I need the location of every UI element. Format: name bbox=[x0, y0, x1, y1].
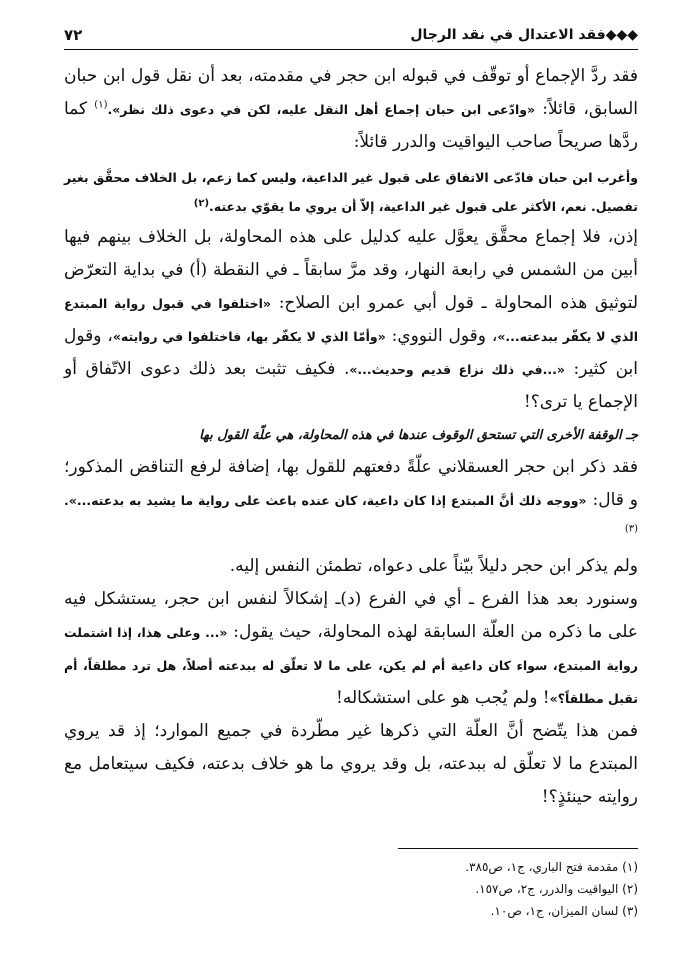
paragraph-1: فقد ردَّ الإجماع أو توقّف في قبوله ابن حجر في مقدمته، بعد أن نقل قول ابن حبان السابق، قائلاً: «وادّعى ابن حبان إجماع أهل النقل عليه، لكن في دعوى ذلك نظر».$^{(١)}$ كما ردَّها صريحاً صاحب اليواقيت والدرر قائلاً: bbox=[64, 66, 638, 152]
footnote-ref: (١) bbox=[94, 99, 108, 111]
paragraph-6: فمن هذا يتّضح أنَّ العلّة التي ذكرها غير مطّردة في جميع الموارد؛ إذ قد يروي المبتدع ما لا تعلّق له ببدعته، بل وقد يروي ما هو خلاف بدعته، فكيف سيتعامل مع روايته حينئذٍ؟! bbox=[64, 721, 638, 807]
footnote-rule bbox=[398, 848, 638, 849]
running-title: ◆◆◆فقد الاعتدال في نقد الرجال bbox=[410, 27, 638, 43]
header-rule bbox=[64, 49, 638, 50]
running-header bbox=[64, 22, 638, 48]
page-number: ٧٢ bbox=[64, 26, 83, 44]
block-quote: وأغرب ابن حبان فادّعى الاتفاق على قبول غير الداعية، وليس كما زعم، بل الخلاف محقَّق بغير تفصيل. نعم، الأكثر على قبول غير الداعية، إلاّ أن يروي ما يقوّي بدعته.$^{(٢)}$ bbox=[64, 170, 638, 214]
footnote-2: (٢) اليواقيت والدرر، ج٢، ص١٥٧. bbox=[475, 882, 638, 896]
paragraph-3: فقد ذكر ابن حجر العسقلاني علّةً دفعتهم للقول بها، إضافة لرفع التناقض المذكور؛ و قال: «ووجه ذلك أنَّ المبتدع إذا كان داعية، كان عنده باعث على رواية ما يشيد به بدعته...».$^{(٣)}$ bbox=[64, 457, 638, 535]
page-body bbox=[64, 60, 638, 814]
footnote-1: (١) مقدمة فتح الباري، ج١، ص٣٨٥. bbox=[465, 860, 638, 874]
paragraph-5: وسنورد بعد هذا الفرع ـ أي في الفرع (د)ـ إشكالاً لنفس ابن حجر، يستشكل فيه على ما ذكره من العلّة السابقة لهذه المحاولة، حيث يقول: «... وعلى هذا، إذا اشتملت رواية المبتدع، سواء كان داعية أم لم يكن، على ما لا تعلّق له ببدعته أصلاً، هل ترد مطلقاً، أم تقبل مطلقاً؟»! ولم يُجب هو على استشكاله! bbox=[64, 589, 639, 708]
footnotes bbox=[64, 856, 638, 922]
section-heading: جـ الوقفة الأخرى التي تستحق الوقوف عندها في هذه المحاولة، هي علّة القول بها bbox=[199, 428, 638, 443]
footnote-ref: (٢) bbox=[193, 197, 210, 209]
footnote-3: (٣) لسان الميزان، ج١، ص١٠. bbox=[490, 904, 638, 918]
paragraph-4: ولم يذكر ابن حجر دليلاً بيّناً على دعواه، تطمئن النفس إليه. bbox=[229, 556, 638, 576]
footnote-ref: (٣) bbox=[624, 523, 638, 535]
quote-inline: «وادّعى ابن حبان إجماع أهل النقل عليه، لكن في دعوى ذلك نظر». bbox=[107, 102, 536, 117]
paragraph-2: إذن، فلا إجماع محقَّق يعوَّل عليه كدليل على هذه المحاولة، بل الخلاف بينهم فيها أبين من الشمس في رابعة النهار، وقد مرَّ سابقاً ـ في النقطة (أ) في بداية التعرّض لتوثيق هذه المحاولة ـ قول أبي عمرو ابن الصلاح: «اختلفوا في قبول رواية المبتدع الذي لا يكفّر ببدعته...»، وقول النووي: «وأمّا الذي لا يكفّر بها، فاختلفوا في روايته»، وقول ابن كثير: «...في ذلك نزاع قديم وحديث...». فكيف تثبت بعد ذلك دعوى الاتّفاق أو الإجماع يا ترى؟! bbox=[64, 227, 639, 412]
